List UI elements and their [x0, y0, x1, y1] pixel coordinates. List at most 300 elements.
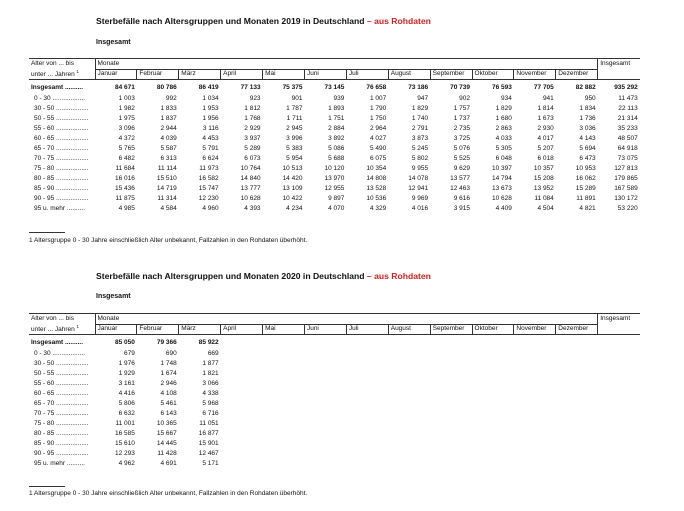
cell-value: 3 915 — [453, 204, 471, 212]
row-total: 35 233 — [617, 124, 638, 132]
cell-value — [221, 409, 263, 419]
cell-value — [514, 359, 556, 369]
title-suffix: – aus Rohdaten — [366, 271, 431, 281]
cell-value: 4 016 — [411, 204, 429, 212]
table-row — [29, 174, 640, 184]
month-header: März — [179, 69, 221, 80]
table-row — [29, 419, 640, 429]
month-header: Juni — [304, 324, 346, 335]
cell-value — [556, 429, 598, 439]
cell-value — [221, 389, 263, 399]
cell-value: 6 624 — [202, 154, 219, 162]
row-label: 65 - 70 .................. — [34, 144, 89, 152]
cell-value: 4 108 — [160, 389, 177, 397]
cell-value: 85 922 — [198, 339, 219, 347]
row-total: 130 172 — [614, 194, 638, 202]
table-row — [29, 369, 640, 379]
cell-value: 15 289 — [575, 184, 596, 192]
month-header: Januar — [95, 324, 137, 335]
cell-value: 13 970 — [324, 174, 345, 182]
month-header: Juli — [346, 324, 388, 335]
cell-value: 669 — [207, 349, 219, 357]
cell-value: 5 086 — [328, 144, 345, 152]
cell-value — [346, 459, 388, 469]
cell-value — [388, 429, 430, 439]
row-total — [598, 439, 640, 449]
cell-value: 9 616 — [453, 194, 471, 202]
cell-value: 4 234 — [286, 204, 303, 212]
cell-value — [221, 459, 263, 469]
month-header: Dezember — [556, 324, 598, 335]
cell-value — [430, 429, 472, 439]
cell-value: 5 694 — [579, 144, 596, 152]
cell-value — [388, 349, 430, 359]
cell-value — [346, 399, 388, 409]
cell-value: 1 673 — [537, 114, 554, 122]
cell-value: 1 674 — [160, 369, 177, 377]
cell-value: 11 314 — [157, 194, 177, 202]
month-header: November — [514, 324, 556, 335]
cell-value — [472, 409, 514, 419]
cell-value: 939 — [333, 94, 345, 102]
row-label: 60 - 65 .................. — [34, 389, 89, 397]
cell-value: 5 688 — [328, 154, 345, 162]
row-total: 935 292 — [614, 84, 638, 92]
cell-value — [430, 349, 472, 359]
cell-value: 13 577 — [450, 174, 471, 182]
row-total: 127 813 — [614, 164, 638, 172]
cell-value: 5 765 — [118, 144, 135, 152]
cell-value — [304, 335, 346, 350]
row-label: Insgesamt .......... — [31, 84, 84, 92]
row-label: 80 - 85 .................. — [34, 174, 89, 182]
cell-value: 690 — [165, 349, 177, 357]
cell-value — [304, 379, 346, 389]
month-header: Februar — [137, 324, 179, 335]
row-total — [598, 389, 640, 399]
table-row — [29, 449, 640, 459]
cell-value — [514, 369, 556, 379]
title-text: Sterbefälle nach Altersgruppen und Monaten 2020 in Deutschland — [96, 271, 365, 281]
row-label: 60 - 65 .................. — [34, 134, 89, 142]
row-label: 90 - 95 .................. — [34, 194, 89, 202]
cell-value: 79 366 — [156, 339, 177, 347]
cell-value — [556, 399, 598, 409]
cell-value: 14 840 — [240, 174, 261, 182]
cell-value: 9 629 — [453, 164, 471, 172]
month-header: Mai — [263, 69, 305, 80]
month-header: April — [221, 69, 263, 80]
cell-value: 992 — [165, 94, 177, 102]
cell-value — [263, 369, 305, 379]
cell-value — [514, 439, 556, 449]
cell-value — [472, 379, 514, 389]
table-row — [29, 134, 640, 144]
cell-value: 4 329 — [369, 204, 387, 212]
row-label: 95 u. mehr .......... — [34, 204, 85, 212]
cell-value: 1 737 — [453, 114, 471, 122]
cell-value: 901 — [291, 94, 303, 102]
cell-value: 5 802 — [411, 154, 429, 162]
cell-value — [263, 459, 305, 469]
row-total — [598, 419, 640, 429]
cell-value: 2 964 — [369, 124, 387, 132]
cell-value — [430, 389, 472, 399]
cell-value: 3 066 — [202, 379, 219, 387]
cell-value — [304, 399, 346, 409]
cell-value: 6 632 — [118, 409, 135, 417]
table-row — [29, 359, 640, 369]
cell-value: 1 680 — [495, 114, 512, 122]
month-header: November — [514, 69, 556, 80]
cell-value — [388, 449, 430, 459]
cell-value: 1 748 — [160, 359, 177, 367]
data-table-2020 — [29, 313, 640, 469]
section-2019 — [0, 0, 684, 255]
cell-value — [346, 359, 388, 369]
cell-value — [221, 369, 263, 379]
cell-value: 1 829 — [411, 104, 429, 112]
cell-value: 82 882 — [575, 84, 596, 92]
row-total: 64 918 — [617, 144, 638, 152]
row-label: 70 - 75 .................. — [34, 409, 89, 417]
cell-value: 4 033 — [495, 134, 512, 142]
table-row — [29, 104, 640, 114]
cell-value — [263, 429, 305, 439]
cell-value — [388, 379, 430, 389]
cell-value: 4 039 — [160, 134, 177, 142]
cell-value: 12 230 — [198, 194, 219, 202]
month-header: Februar — [137, 69, 179, 80]
table-row — [29, 154, 640, 164]
cell-value: 4 962 — [118, 459, 135, 467]
cell-value — [430, 409, 472, 419]
row-total: 21 314 — [617, 114, 638, 122]
row-label: 95 u. mehr .......... — [34, 459, 85, 467]
footnote-marker: 1 — [76, 324, 80, 329]
row-total: 167 589 — [614, 184, 638, 192]
cell-value: 10 365 — [156, 419, 177, 427]
age-header-line2 — [29, 324, 95, 335]
cell-value — [221, 399, 263, 409]
month-header: Dezember — [556, 69, 598, 80]
cell-value — [346, 335, 388, 350]
cell-value: 77 705 — [533, 84, 554, 92]
table-row — [29, 184, 640, 194]
cell-value — [430, 369, 472, 379]
cell-value: 10 422 — [282, 194, 303, 202]
cell-value — [304, 439, 346, 449]
cell-value: 4 960 — [202, 204, 219, 212]
cell-value — [556, 379, 598, 389]
cell-value: 10 357 — [533, 164, 554, 172]
cell-value: 5 076 — [453, 144, 471, 152]
cell-value: 4 338 — [202, 389, 219, 397]
cell-value: 11 973 — [199, 164, 219, 172]
cell-value: 2 884 — [328, 124, 345, 132]
cell-value: 1 976 — [118, 359, 135, 367]
cell-value: 10 536 — [366, 194, 387, 202]
cell-value: 947 — [417, 94, 429, 102]
cell-value: 1 975 — [118, 114, 135, 122]
month-header: August — [388, 324, 430, 335]
cell-value: 5 383 — [286, 144, 303, 152]
table-subtitle-2019: Insgesamt — [96, 39, 131, 46]
cell-value — [263, 389, 305, 399]
row-label: 85 - 90 .................. — [34, 439, 89, 447]
row-total: 53 220 — [617, 204, 638, 212]
table-row — [29, 164, 640, 174]
cell-value: 902 — [459, 94, 471, 102]
cell-value — [221, 449, 263, 459]
cell-value — [556, 439, 598, 449]
cell-value: 13 528 — [366, 184, 387, 192]
cell-value — [472, 359, 514, 369]
cell-value: 2 944 — [160, 124, 177, 132]
cell-value: 4 584 — [160, 204, 177, 212]
cell-value: 13 109 — [282, 184, 303, 192]
cell-value: 2 929 — [244, 124, 261, 132]
cell-value: 16 582 — [198, 174, 219, 182]
month-header: Juli — [346, 69, 388, 80]
total-header-blank — [598, 69, 640, 80]
cell-value — [514, 419, 556, 429]
cell-value: 10 513 — [282, 164, 303, 172]
cell-value — [472, 449, 514, 459]
cell-value: 4 027 — [369, 134, 387, 142]
month-header: August — [388, 69, 430, 80]
month-header: Oktober — [472, 324, 514, 335]
month-header: April — [221, 324, 263, 335]
cell-value — [472, 439, 514, 449]
row-label: 65 - 70 .................. — [34, 399, 89, 407]
months-header: Monate — [95, 59, 598, 70]
cell-value: 1 750 — [369, 114, 387, 122]
cell-value — [472, 429, 514, 439]
cell-value: 6 313 — [160, 154, 177, 162]
cell-value — [263, 335, 305, 350]
month-header: Januar — [95, 69, 137, 80]
cell-value: 5 806 — [118, 399, 135, 407]
cell-value: 1 821 — [202, 369, 219, 377]
cell-value: 4 504 — [537, 204, 554, 212]
table-row — [29, 204, 640, 214]
cell-value: 9 969 — [411, 194, 429, 202]
cell-value: 1 982 — [118, 104, 135, 112]
row-total: 11 473 — [618, 94, 638, 102]
total-header: Insgesamt — [598, 59, 640, 70]
row-total: 22 113 — [618, 104, 638, 112]
age-header-line1: Alter von ... bis — [29, 59, 95, 70]
row-total — [598, 369, 640, 379]
cell-value: 4 985 — [118, 204, 135, 212]
cell-value — [304, 389, 346, 399]
cell-value: 1 768 — [244, 114, 261, 122]
month-header: Mai — [263, 324, 305, 335]
cell-value — [221, 335, 263, 350]
cell-value — [430, 335, 472, 350]
cell-value: 13 673 — [492, 184, 512, 192]
cell-value: 6 143 — [160, 409, 177, 417]
cell-value: 5 525 — [453, 154, 471, 162]
data-table-2019 — [29, 58, 640, 214]
cell-value: 4 691 — [160, 459, 177, 467]
cell-value — [304, 449, 346, 459]
row-label: 55 - 60 .................. — [34, 124, 89, 132]
cell-value — [514, 459, 556, 469]
cell-value: 4 821 — [579, 204, 596, 212]
cell-value: 1 740 — [411, 114, 429, 122]
cell-value — [304, 369, 346, 379]
cell-value: 80 786 — [156, 84, 177, 92]
cell-value — [556, 449, 598, 459]
cell-value: 75 375 — [282, 84, 303, 92]
cell-value: 4 372 — [118, 134, 135, 142]
footnote-2020: 1 Altersgruppe 0 - 30 Jahre einschließlich Alter unbekannt, Fallzahlen in den Rohdaten überhöht. — [29, 490, 308, 497]
cell-value: 9 897 — [328, 194, 345, 202]
cell-value — [304, 419, 346, 429]
cell-value: 4 017 — [537, 134, 554, 142]
age-header-text: unter ... Jahren — [31, 70, 75, 78]
cell-value — [388, 409, 430, 419]
table-row — [29, 429, 640, 439]
cell-value: 10 354 — [366, 164, 387, 172]
table-row — [29, 124, 640, 134]
cell-value: 84 671 — [115, 84, 135, 92]
cell-value — [430, 459, 472, 469]
cell-value: 6 482 — [118, 154, 135, 162]
cell-value — [472, 369, 514, 379]
row-label: 50 - 55 .................. — [34, 114, 89, 122]
cell-value: 10 628 — [492, 194, 512, 202]
cell-value: 14 808 — [366, 174, 387, 182]
cell-value — [346, 439, 388, 449]
cell-value — [263, 399, 305, 409]
cell-value: 12 467 — [198, 449, 219, 457]
cell-value: 10 120 — [324, 164, 345, 172]
table-row — [29, 144, 640, 154]
cell-value: 15 901 — [198, 439, 219, 447]
cell-value — [472, 349, 514, 359]
cell-value: 16 062 — [575, 174, 596, 182]
cell-value — [346, 369, 388, 379]
table-row — [29, 439, 640, 449]
cell-value: 4 453 — [202, 134, 219, 142]
title-text: Sterbefälle nach Altersgruppen und Monaten 2019 in Deutschland — [96, 16, 365, 26]
cell-value — [388, 439, 430, 449]
cell-value: 10 764 — [240, 164, 261, 172]
cell-value — [388, 419, 430, 429]
cell-value: 11 428 — [157, 449, 177, 457]
cell-value: 1 829 — [495, 104, 512, 112]
cell-value — [556, 389, 598, 399]
month-header: Oktober — [472, 69, 514, 80]
row-total — [598, 429, 640, 439]
cell-value — [556, 419, 598, 429]
cell-value — [556, 359, 598, 369]
cell-value — [556, 349, 598, 359]
total-header-blank — [598, 324, 640, 335]
cell-value — [472, 419, 514, 429]
cell-value: 1 877 — [202, 359, 219, 367]
cell-value: 923 — [249, 94, 261, 102]
footnote-rule — [29, 232, 65, 233]
cell-value: 5 171 — [202, 459, 219, 467]
cell-value: 1 787 — [286, 104, 303, 112]
cell-value: 1 893 — [328, 104, 345, 112]
cell-value: 77 133 — [240, 84, 261, 92]
row-label: 75 - 80 .................. — [34, 419, 89, 427]
cell-value: 3 036 — [579, 124, 596, 132]
cell-value — [304, 409, 346, 419]
cell-value: 1 790 — [369, 104, 387, 112]
cell-value — [221, 419, 263, 429]
row-label: 55 - 60 .................. — [34, 379, 89, 387]
cell-value: 13 952 — [533, 184, 554, 192]
cell-value: 6 048 — [495, 154, 512, 162]
cell-value — [346, 389, 388, 399]
cell-value: 1 814 — [537, 104, 554, 112]
cell-value: 3 725 — [453, 134, 471, 142]
cell-value — [263, 409, 305, 419]
cell-value: 3 937 — [244, 134, 261, 142]
footnote-marker: 1 — [76, 69, 80, 74]
title-suffix: – aus Rohdaten — [366, 16, 431, 26]
cell-value — [388, 335, 430, 350]
cell-value: 73 186 — [408, 84, 429, 92]
cell-value — [514, 429, 556, 439]
table-row — [29, 349, 640, 359]
cell-value: 4 409 — [495, 204, 512, 212]
cell-value: 3 161 — [118, 379, 135, 387]
cell-value: 16 585 — [115, 429, 135, 437]
cell-value: 5 587 — [160, 144, 177, 152]
cell-value: 2 946 — [160, 379, 177, 387]
table-row — [29, 389, 640, 399]
age-header-text: unter ... Jahren — [31, 325, 75, 333]
cell-value — [388, 359, 430, 369]
cell-value — [304, 459, 346, 469]
cell-value: 76 593 — [492, 84, 512, 92]
cell-value — [346, 449, 388, 459]
cell-value: 11 891 — [576, 194, 596, 202]
cell-value — [263, 379, 305, 389]
row-label: 30 - 50 .................. — [34, 359, 89, 367]
cell-value — [556, 459, 598, 469]
cell-value: 1 034 — [202, 94, 219, 102]
cell-value: 1 757 — [453, 104, 471, 112]
cell-value: 3 096 — [118, 124, 135, 132]
cell-value — [388, 369, 430, 379]
cell-value: 5 968 — [202, 399, 219, 407]
cell-value: 2 791 — [411, 124, 429, 132]
footnote-2019: 1 Altersgruppe 0 - 30 Jahre einschließlich Alter unbekannt, Fallzahlen in den Rohdaten überhöht. — [29, 237, 308, 244]
cell-value: 5 207 — [537, 144, 554, 152]
cell-value — [556, 409, 598, 419]
row-total — [598, 349, 640, 359]
month-header: Juni — [304, 69, 346, 80]
cell-value — [221, 439, 263, 449]
cell-value: 4 070 — [328, 204, 345, 212]
table-row — [29, 114, 640, 124]
cell-value — [388, 389, 430, 399]
cell-value: 4 416 — [118, 389, 135, 397]
row-label: 70 - 75 .................. — [34, 154, 89, 162]
section-2020 — [0, 255, 684, 511]
table-title-2020 — [96, 271, 431, 281]
table-row — [29, 459, 640, 469]
cell-value — [221, 429, 263, 439]
